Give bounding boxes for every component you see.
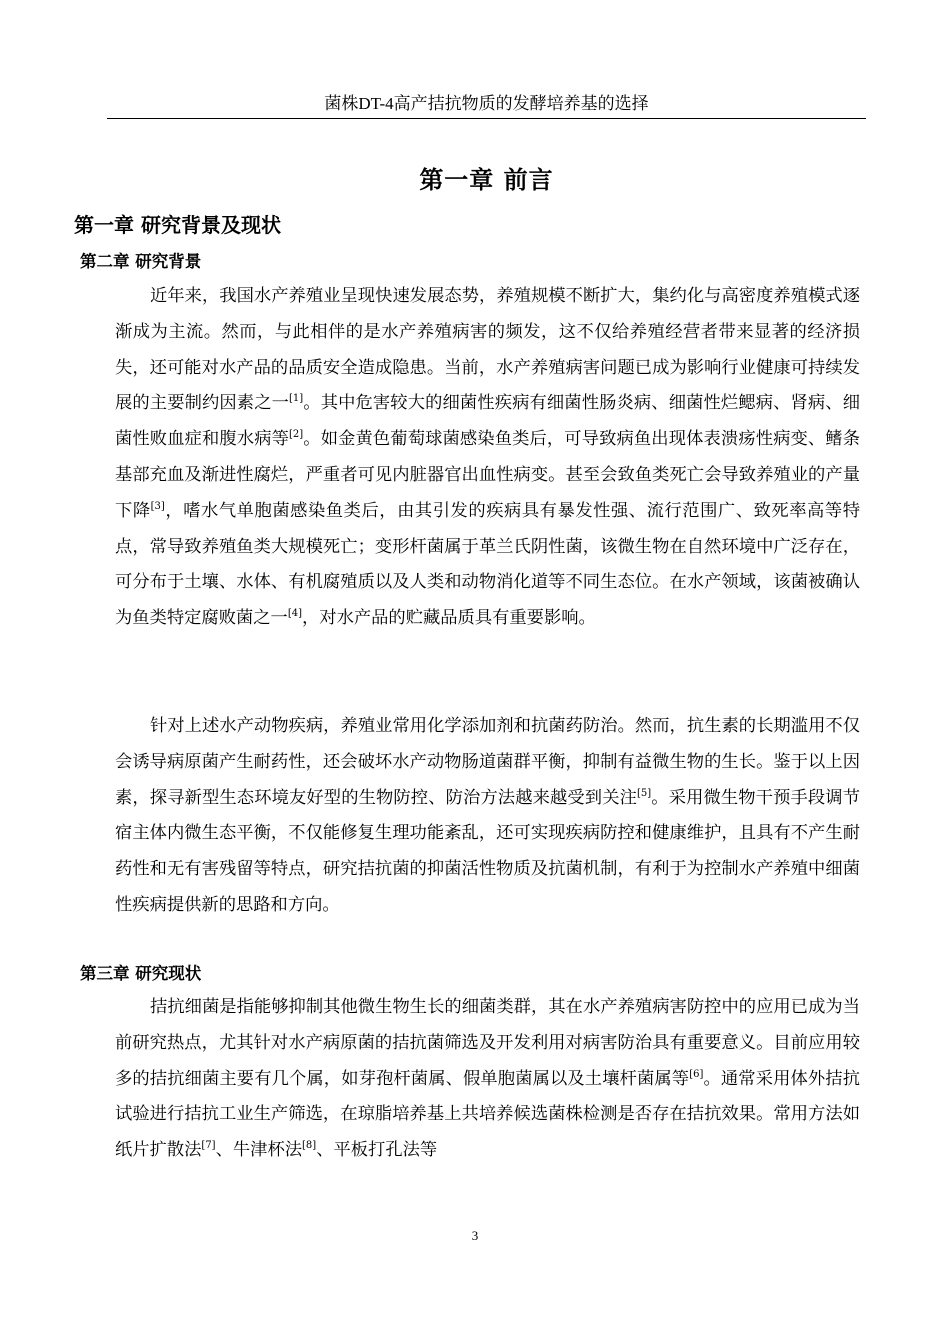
section-heading-status: 第三章 研究现状	[80, 964, 202, 983]
text-run: 。采用微生物干预手段调节宿主体内微生态平衡，不仅能修复生理功能紊乱，还可实现疾病防控和健康维护，且具有不产生耐药性和无有害残留等特点，研究拮抗菌的抑菌活性物质及抗菌机制，有利于为控制水产养殖中细菌性疾病提供新的思路和方向。	[115, 787, 860, 915]
chapter-title: 第一章 前言	[419, 166, 554, 194]
citation-ref: [2]	[289, 429, 304, 441]
citation-ref: [4]	[287, 608, 302, 620]
section-heading-background-status: 第一章 研究背景及现状	[74, 213, 281, 237]
citation-ref: [3]	[150, 500, 165, 512]
paragraph-status-1	[115, 990, 860, 1169]
citation-ref: [7]	[201, 1140, 216, 1152]
text-run: 。如金黄色葡萄球菌感染鱼类后，可导致病鱼出现体表溃疡性病变、鳍条基部充血及渐进性腐烂，严重者可见内脏器官出血性病变。甚至会致鱼类死亡会导致养殖业的产量下降	[115, 429, 860, 521]
page-number: 3	[471, 1228, 479, 1243]
header-rule	[107, 118, 866, 119]
paragraph-background-2	[115, 709, 860, 924]
citation-ref: [8]	[302, 1140, 317, 1152]
text-run: 。其中危害较大的细菌性疾病有细菌性肠炎病、细菌性烂鳃病、肾病、细菌性败血症和腹水病等	[115, 393, 860, 450]
text-run: ，对水产品的贮藏品质具有重要影响。	[302, 608, 596, 629]
text-run: 针对上述水产动物疾病，养殖业常用化学添加剂和抗菌药防治。然而，抗生素的长期滥用不仅会诱导病原菌产生耐药性，还会破坏水产动物肠道菌群平衡，抑制有益微生物的生长。鉴于以上因素，探寻新型生态环境友好型的生物防控、防治方法越来越受到关注	[115, 716, 860, 808]
citation-ref: [5]	[637, 787, 652, 799]
citation-ref: [1]	[289, 393, 304, 405]
text-run: 。通常采用体外拮抗试验进行拮抗工业生产筛选，在琼脂培养基上共培养候选菌株检测是否存在拮抗效果。常用方法如纸片扩散法	[115, 1068, 860, 1161]
text-run: 、牛津杯法	[215, 1140, 303, 1161]
paragraph-background-1	[115, 279, 860, 637]
running-header: 菌株DT-4高产拮抗物质的发酵培养基的选择	[324, 94, 649, 113]
citation-ref: [6]	[689, 1068, 704, 1080]
text-run: 近年来，我国水产养殖业呈现快速发展态势，养殖规模不断扩大，集约化与高密度养殖模式逐渐成为主流。然而，与此相伴的是水产养殖病害的频发，这不仅给养殖经营者带来显著的经济损失，还可能对水产品的品质安全造成隐患。当前，水产养殖病害问题已成为影响行业健康可持续发展的主要制约因素之一	[115, 286, 860, 414]
text-run: 拮抗细菌是指能够抑制其他微生物生长的细菌类群，其在水产养殖病害防控中的应用已成为当前研究热点，尤其针对水产病原菌的拮抗菌筛选及开发利用对病害防治具有重要意义。目前应用较多的拮抗细菌主要有几个属，如芽孢杆菌属、假单胞菌属以及土壤杆菌属等	[115, 997, 860, 1089]
text-run: ，嗜水气单胞菌感染鱼类后，由其引发的疾病具有暴发性强、流行范围广、致死率高等特点，常导致养殖鱼类大规模死亡；变形杆菌属于革兰氏阴性菌，该微生物在自然环境中广泛存在，可分布于土壤、水体、有机腐殖质以及人类和动物消化道等不同生态位。在水产领域，该菌被确认为鱼类特定腐败菌之一	[115, 500, 860, 629]
section-heading-background: 第二章 研究背景	[80, 252, 202, 271]
text-run: 、平板打孔法等	[316, 1140, 438, 1161]
